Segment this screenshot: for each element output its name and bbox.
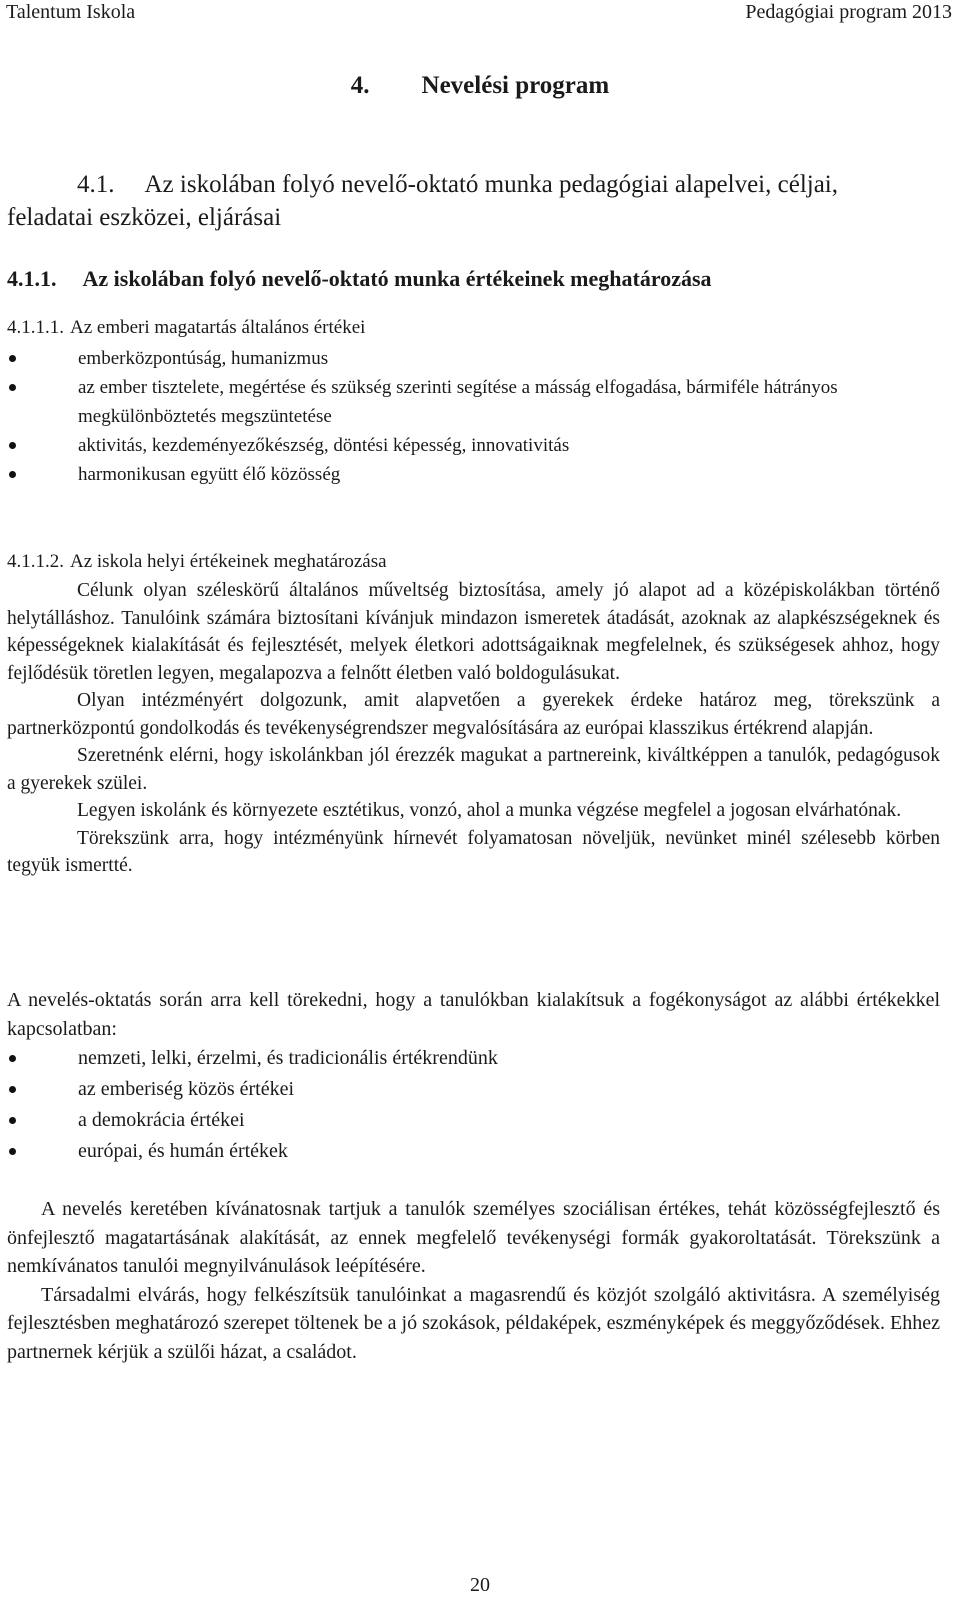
section-number: 4.1. xyxy=(77,171,115,198)
list-item: az ember tisztelete, megértése és szükség szerinti segítése a másság elfogadása, bármiféle hátrányos megkülönböztetés megszüntetése xyxy=(7,373,947,431)
bullet-icon xyxy=(9,1086,16,1093)
bullet-icon xyxy=(9,355,16,362)
values-list xyxy=(7,1043,947,1167)
paragraph: Szeretnénk elérni, hogy iskolánkban jól érezzék magukat a partnereink, kiváltképpen a tanulók, pedagógusok a gyerekek szülei. xyxy=(7,745,940,794)
sub1-title: Az emberi magatartás általános értékei xyxy=(70,317,366,338)
sub2-title: Az iskola helyi értékeinek meghatározása xyxy=(70,551,387,572)
paragraph: Olyan intézményért dolgozunk, amit alapvetően a gyerekek érdeke határoz meg, törekszünk a partnerközpontú gondolkodás és tevékenységrendszer megvalósítására az európai klasszikus értékrend alapján. xyxy=(7,690,940,739)
bullet-icon xyxy=(9,1117,16,1124)
section-heading xyxy=(7,168,947,234)
header-document-title: Pedagógiai program 2013 xyxy=(745,1,952,23)
values-intro xyxy=(7,986,940,1043)
sub1-heading xyxy=(7,314,947,342)
list-item: emberközpontúság, humanizmus xyxy=(7,344,947,373)
bullet-icon xyxy=(9,1148,16,1155)
sub1-number: 4.1.1.1. xyxy=(7,317,64,338)
sub1-value-list xyxy=(7,344,947,489)
chapter-number: 4. xyxy=(350,72,370,99)
paragraph: Társadalmi elvárás, hogy felkészítsük tanulóinkat a magasrendű és közjót szolgáló aktivitásra. A személyiség fejlesztésben meghatározó szerepet töltenek be a jó szokások, példaképek, eszményképek és meggyőződések. Ehhez partnernek kérjük a szülői házat, a családot. xyxy=(7,1283,940,1363)
chapter-title: Nevelési program xyxy=(421,72,610,99)
paragraph: Célunk olyan széleskörű általános műveltség biztosítása, amely jó alapot ad a középiskolákban történő helytálláshoz. Tanulóink számára biztosítani kívánjuk mindazon ismeretek átadását, azoknak az alapkészségeknek és képességeknek kialakítását és fejlesztését, melyek életkori adottságaiknak megfelelnek, és szükségesek ahhoz, hogy fejlődésük töretlen legyen, megalapozva a felnőtt életben való boldogulásukat. xyxy=(7,580,940,684)
subsection-heading xyxy=(7,265,947,293)
local-values-text xyxy=(7,577,940,880)
list-item: az emberiség közös értékei xyxy=(7,1074,947,1105)
bullet-icon xyxy=(9,442,16,449)
list-item: a demokrácia értékei xyxy=(7,1105,947,1136)
page-number: 20 xyxy=(470,1574,490,1596)
section-title-line1: Az iskolában folyó nevelő-oktató munka pedagógiai alapelvei, céljai, xyxy=(144,171,839,198)
paragraph: A nevelés keretében kívánatosnak tartjuk a tanulók személyes szociálisan értékes, tehát közösségfejlesztő és önfejlesztő magatartásának alakítását, az ennek megfelelő tevékenységi formák gyakoroltatását. Törekszünk a nemkívánatos tanulói megnyilvánulások leépítésére. xyxy=(7,1198,940,1277)
paragraph: A nevelés-oktatás során arra kell törekedni, hogy a tanulókban kialakítsuk a fogékonyságot az alábbi értékekkel kapcsolatban: xyxy=(7,989,940,1040)
bullet-icon xyxy=(9,384,16,391)
closing-text xyxy=(7,1195,940,1366)
bullet-icon xyxy=(9,471,16,478)
list-item: aktivitás, kezdeményezőkészség, döntési képesség, innovativitás xyxy=(7,431,947,460)
section-title-line2: feladatai eszközei, eljárásai xyxy=(7,204,282,231)
sub2-number: 4.1.1.2. xyxy=(7,551,64,572)
subsection-number: 4.1.1. xyxy=(7,266,57,291)
sub2-heading xyxy=(7,548,947,576)
bullet-icon xyxy=(9,1055,16,1062)
subsection-title: Az iskolában folyó nevelő-oktató munka értékeinek meghatározása xyxy=(82,266,712,291)
paragraph: Törekszünk arra, hogy intézményünk hírnevét folyamatosan növeljük, nevünket minél szélesebb körben tegyük ismertté. xyxy=(7,827,940,876)
paragraph: Legyen iskolánk és környezete esztétikus, vonzó, ahol a munka végzése megfelel a jogosan elvárhatónak. xyxy=(77,800,902,821)
list-item: nemzeti, lelki, érzelmi, és tradicionális értékrendünk xyxy=(7,1043,947,1074)
chapter-heading xyxy=(0,70,960,102)
list-item: harmonikusan együtt élő közösség xyxy=(7,460,947,489)
list-item: európai, és humán értékek xyxy=(7,1136,947,1167)
header-school-name: Talentum Iskola xyxy=(6,1,136,23)
